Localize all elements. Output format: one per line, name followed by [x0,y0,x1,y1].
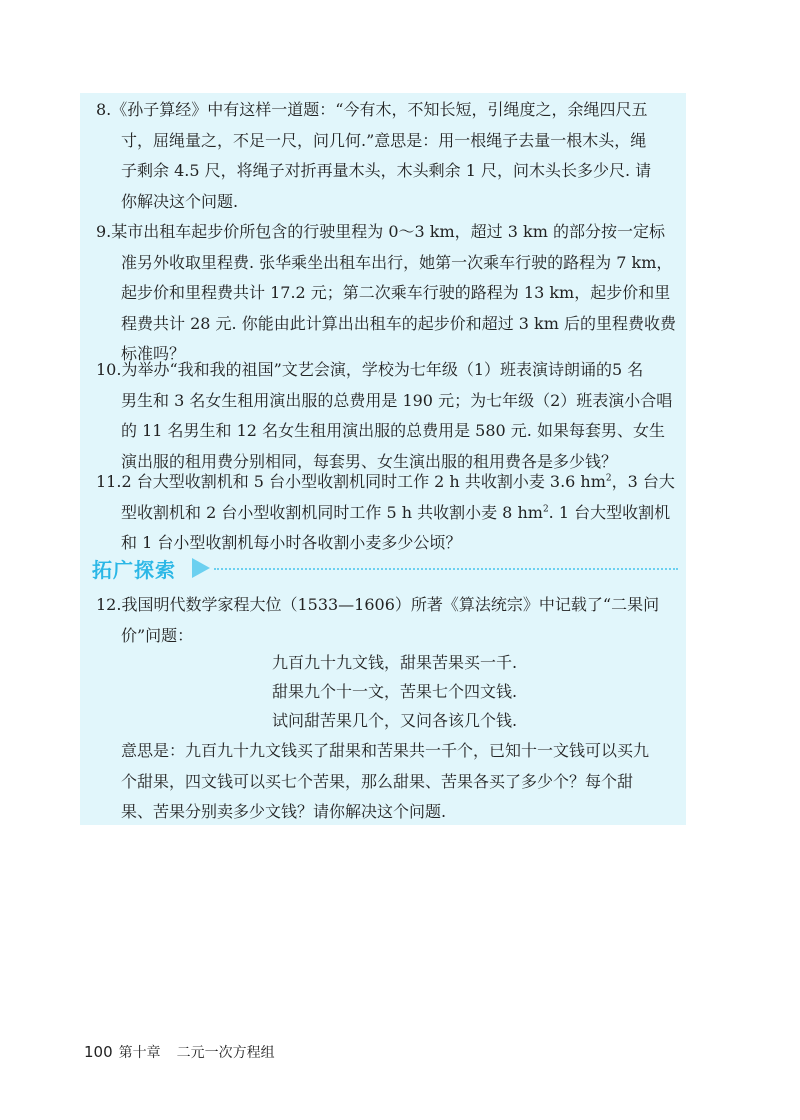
chapter-label: 第十章 [118,1045,161,1061]
problem-number: 12. [96,595,122,614]
problem-text-line: 起步价和里程费共计 17.2 元；第二次乘车行驶的路程为 13 km，起步价和里 [121,283,671,302]
problem-text-segment: . 1 台大型收割机 [548,502,671,522]
problem-12-explanation [121,736,681,828]
problem-text-line: 意思是：九百九十九文钱买了甜果和苦果共一千个，已知十一文钱可以买九 [121,741,650,760]
superscript: 2 [605,473,612,484]
problem-8 [96,95,676,217]
problem-text-line: 你解决这个问题. [121,191,239,211]
problem-text-line: 《孙子算经》中有这样一道题：“今有木，不知长短，引绳度之，余绳四尺五 [111,100,648,119]
problem-text-line: 价”问题： [121,625,194,645]
problem-text-line: 为举办“我和我的祖国”文艺会演，学校为七年级（1）班表演诗朗诵的5 名 [121,360,644,379]
problem-text-line: 我国明代数学家程大位（1533—1606）所著《算法统宗》中记载了“二果问 [121,595,660,614]
problem-9 [96,217,676,370]
problem-11 [96,467,676,559]
page-footer [84,1042,275,1062]
chapter-title: 二元一次方程组 [176,1045,275,1061]
problem-text-line: 演出服的租用费分别相同，每套男、女生演出服的租用费各是多少钱？ [121,451,618,471]
problem-text-line: 程费共计 28 元. 你能由此计算出出租车的起步价和超过 3 km 后的里程费收费 [121,313,677,333]
problem-text-segment: 2 台大型收割机和 5 台小型收割机同时工作 2 h 共收割小麦 3.6 hm [121,472,606,491]
problem-number: 9. [96,222,112,241]
poem-line: 试问甜苦果几个，又问各该几个钱. [272,711,518,730]
play-arrow-icon [192,558,210,578]
problem-text-line: 和 1 台小型收割机每小时各收割小麦多少公顷？ [121,533,462,552]
problem-text-line: 标准吗？ [121,344,186,363]
problem-text-line: 的 11 名男生和 12 名女生租用演出服的总费用是 580 元. 如果每套男、女生 [121,421,665,440]
problem-text-segment: ，3 台大 [611,472,675,491]
problem-text-line: 果、苦果分别卖多少文钱？请你解决这个问题. [121,802,447,821]
poem-line: 甜果九个十一文，苦果七个四文钱. [272,682,518,701]
section-title: 拓广探索 [92,558,176,582]
poem [272,648,517,735]
problem-12 [96,590,676,651]
problem-number: 8. [96,100,112,119]
poem-line: 九百九十九文钱，甜果苦果买一千. [272,653,518,672]
problem-text-line: 男生和 3 名女生租用演出服的总费用是 190 元；为七年级（2）班表演小合唱 [121,390,673,410]
superscript: 2 [542,504,549,515]
problem-text-line: 某市出租车起步价所包含的行驶里程为 0～3 km，超过 3 km 的部分按一定标 [111,222,665,241]
problem-number: 10. [96,360,122,379]
problem-text-line: 寸，屈绳量之，不足一尺，问几何.”意思是：用一根绳子去量一根木头，绳 [121,130,647,150]
problem-10 [96,355,676,477]
problem-text-line: 子剩余 4.5 尺，将绳子对折再量木头，木头剩余 1 尺，问木头长多少尺. 请 [121,161,652,180]
problem-number: 11. [96,472,122,491]
page-number: 100 [84,1043,113,1061]
problem-text-segment: 型收割机和 2 台小型收割机同时工作 5 h 共收割小麦 8 hm [121,502,543,522]
problem-text-line: 准另外收取里程费. 张华乘坐出租车出行，她第一次乘车行驶的路程为 7 km， [121,252,673,272]
dotted-divider [214,568,678,570]
problem-text-line: 个甜果，四文钱可以买七个苦果，那么甜果、苦果各买了多少个？每个甜 [121,771,634,791]
section-heading [92,552,672,584]
